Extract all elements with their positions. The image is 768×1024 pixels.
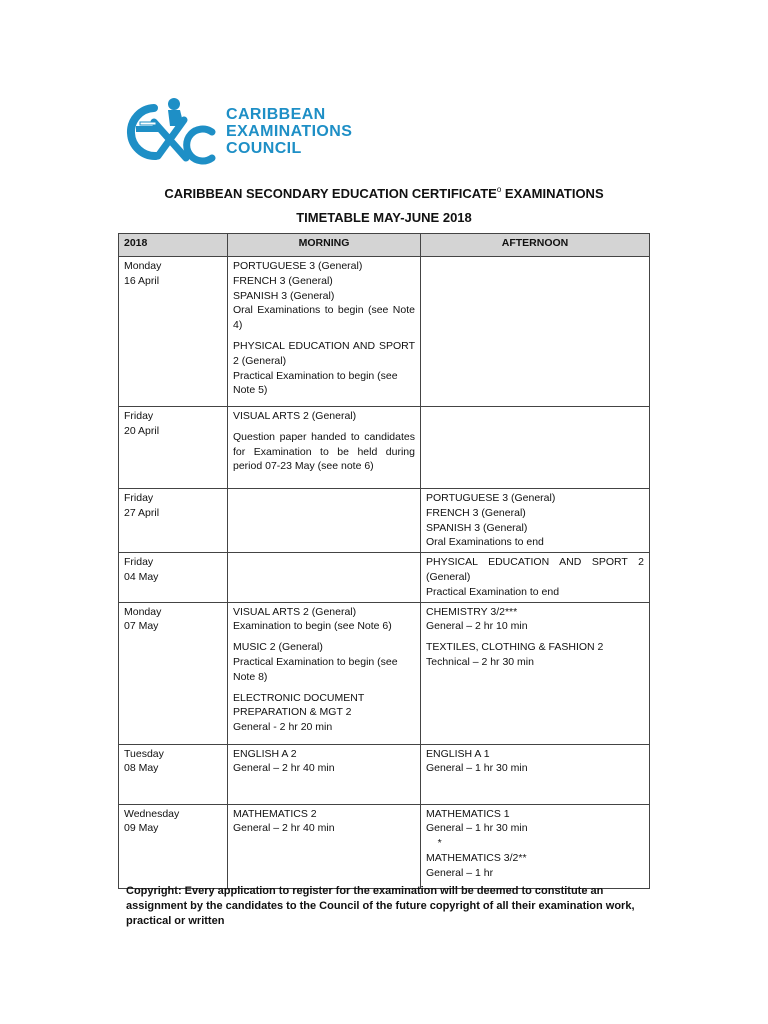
header-afternoon: AFTERNOON [421,234,650,257]
table-row [119,553,650,602]
cell-morning [228,257,421,407]
exam-line: Practical Examination to begin (see Note 8) [233,655,398,683]
exam-line: General - 2 hr 20 min [233,721,333,734]
timetable-header-row [119,234,650,257]
exam-line: Technical – 2 hr 30 min [426,655,534,668]
cell-afternoon [421,553,650,602]
exam-line: Oral Examinations to begin (see Note 4) [233,304,415,332]
table-row [119,804,650,888]
cell-date [119,489,228,553]
cell-morning [228,489,421,553]
date-text: 08 May [124,762,159,775]
cell-date [119,407,228,489]
exam-line: TEXTILES, CLOTHING & FASHION 2 [426,641,604,654]
logo-line-2: EXAMINATIONS [226,123,353,140]
table-row [119,744,650,804]
header-morning: MORNING [228,234,421,257]
exam-line: PORTUGUESE 3 (General) [426,492,556,504]
exam-line: * [426,837,442,850]
exam-block [426,491,644,550]
cell-afternoon [421,744,650,804]
exam-line: General – 1 hr 30 min [426,762,528,775]
date-text: 16 April [124,274,160,287]
exam-line: MUSIC 2 (General) [233,641,323,654]
cell-morning [228,804,421,888]
cxc-logo-mark-icon [124,96,220,166]
cell-morning [228,407,421,489]
exam-block [233,640,415,684]
exam-line: Oral Examinations to end [426,536,544,549]
exam-line: ENGLISH A 1 [426,747,490,760]
date-text: 20 April [124,424,160,437]
exam-line: ELECTRONIC DOCUMENT PREPARATION & MGT 2 [233,691,365,719]
title-main: CARIBBEAN SECONDARY EDUCATION CERTIFICATE [164,186,497,201]
day-name: Friday [124,556,154,569]
exam-line: FRENCH 3 (General) [426,506,526,519]
cell-date [119,553,228,602]
exam-line: General – 1 hr 30 min [426,822,528,835]
table-row [119,257,650,407]
cell-afternoon [421,804,650,888]
exam-block [426,555,644,599]
logo-wordmark [226,106,352,157]
exam-line: General – 2 hr 40 min [233,762,335,775]
date-text: 04 May [124,570,159,583]
exam-line: MATHEMATICS 3/2** [426,851,527,864]
exam-block [233,430,415,474]
copyright-notice: Copyright: Every application to register for the examination will be deemed to constitute an assignment by the candidates to the Council of the future copyright of all their examination work, practical or written [126,885,635,927]
exam-line: SPANISH 3 (General) [426,521,528,534]
cell-morning [228,602,421,744]
exam-line: PHYSICAL EDUCATION AND SPORT 2 (General) [426,556,644,583]
exam-block [233,691,415,735]
title-suffix: EXAMINATIONS [501,186,604,201]
exam-line: MATHEMATICS 2 [233,807,317,820]
exam-block [233,259,415,333]
cell-date [119,804,228,888]
exam-line: FRENCH 3 (General) [233,274,333,287]
exam-line: General – 2 hr 10 min [426,620,528,633]
exam-block [426,640,644,670]
exam-line: Practical Examination to end [426,585,560,598]
day-name: Tuesday [124,747,164,760]
exam-line: PORTUGUESE 3 (General) [233,260,363,272]
header-year: 2018 [119,234,228,257]
exam-block [233,807,415,837]
exam-line: Practical Examination to begin (see Note 5) [233,369,398,397]
cell-afternoon [421,489,650,553]
exam-block [426,747,644,777]
date-text: 27 April [124,506,160,519]
exam-block [426,807,644,881]
cell-afternoon [421,602,650,744]
logo-line-1: CARIBBEAN [226,106,326,123]
exam-line: VISUAL ARTS 2 (General) [233,410,357,422]
logo-line-3: COUNCIL [226,140,302,157]
exam-line: General – 2 hr 40 min [233,822,335,835]
exam-line: SPANISH 3 (General) [233,289,335,302]
page-subtitle: TIMETABLE MAY-JUNE 2018 [296,210,472,225]
exam-line: General – 1 hr [426,866,494,879]
table-row [119,489,650,553]
exam-line: Question paper handed to candidates for Examination to be held during period 07-23 May (see note 6) [233,430,415,473]
page-title [0,185,768,201]
table-row [119,602,650,744]
exam-block [233,409,415,424]
exam-block [233,605,415,635]
exam-block [233,747,415,777]
day-name: Friday [124,492,154,504]
cell-morning [228,744,421,804]
exam-line: PHYSICAL EDUCATION AND SPORT 2 (General) [233,339,415,367]
cell-afternoon [421,257,650,407]
exam-line: CHEMISTRY 3/2*** [426,605,518,618]
exam-line: Examination to begin (see Note 6) [233,620,392,633]
day-name: Monday [124,605,162,618]
cell-date [119,744,228,804]
timetable [118,233,650,889]
exam-block [233,339,415,398]
cell-date [119,257,228,407]
exam-block [426,605,644,635]
date-text: 07 May [124,620,159,633]
title-mark: o [496,185,502,194]
exam-line: ENGLISH A 2 [233,747,297,760]
exam-line: VISUAL ARTS 2 (General) [233,605,357,618]
table-row [119,407,650,489]
day-name: Wednesday [124,807,180,820]
cxc-logo [124,96,364,166]
date-text: 09 May [124,822,159,835]
cell-afternoon [421,407,650,489]
exam-line: MATHEMATICS 1 [426,807,510,820]
day-name: Monday [124,260,162,272]
day-name: Friday [124,410,154,422]
cell-morning [228,553,421,602]
cell-date [119,602,228,744]
